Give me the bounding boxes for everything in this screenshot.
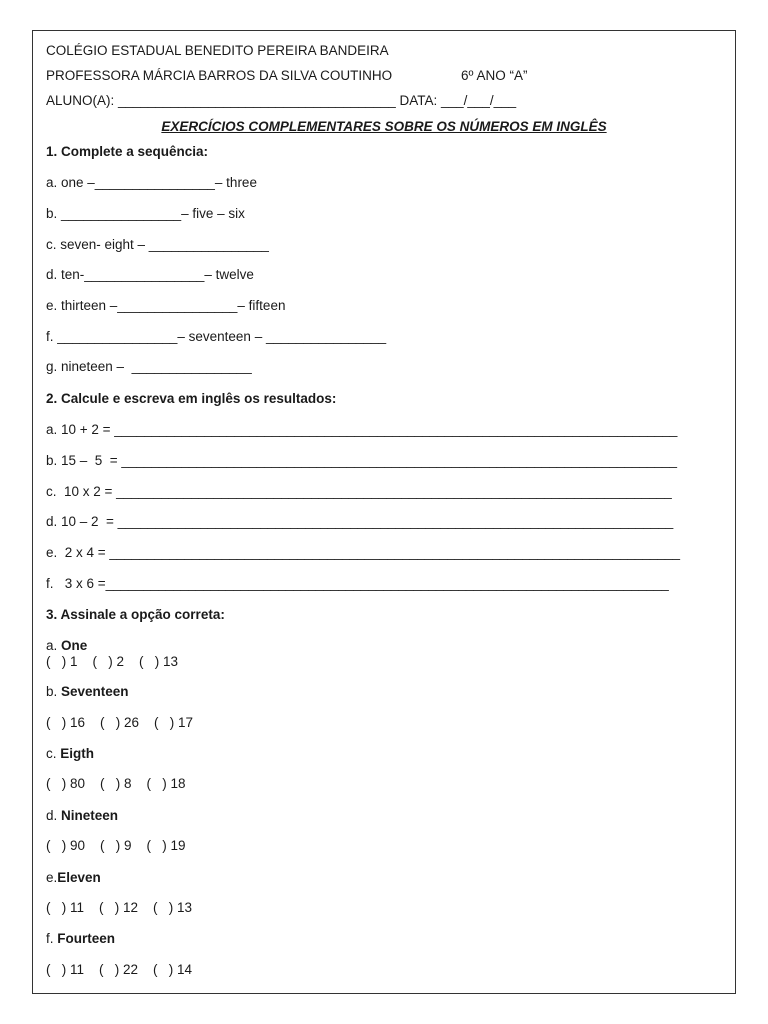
q1-item: f. ________________– seventeen – ________________ (46, 329, 387, 344)
q2-item: c. 10 x 2 = __________________________________________________________________________ (46, 484, 672, 499)
q3-word: Eleven (57, 870, 101, 885)
q1-item: a. one –________________– three (46, 175, 257, 190)
worksheet-title: EXERCÍCIOS COMPLEMENTARES SOBRE OS NÚMEROS EM INGLÊS (161, 119, 607, 134)
student-date-line: ALUNO(A): _____________________________________ DATA: ___/___/___ (46, 93, 517, 108)
q3-word: Seventeen (61, 684, 129, 699)
q3-options: ( ) 11 ( ) 12 ( ) 13 (46, 900, 193, 915)
q3-question (46, 684, 129, 700)
q2-item: a. 10 + 2 = ___________________________________________________________________________ (46, 422, 678, 437)
grade-label: 6º ANO “A” (461, 68, 528, 83)
q3-heading: 3. Assinale a opção correta: (46, 607, 225, 622)
q1-item: d. ten-________________– twelve (46, 267, 254, 282)
q3-prefix: a. (46, 638, 62, 653)
q2-heading: 2. Calcule e escreva em inglês os resultados: (46, 391, 337, 406)
q1-item: g. nineteen – ________________ (46, 359, 252, 374)
q3-word: Eigth (60, 746, 95, 761)
q2-item: b. 15 – 5 = __________________________________________________________________________ (46, 453, 678, 468)
q3-question (46, 638, 87, 654)
q3-question (46, 870, 101, 886)
q3-prefix: f. (46, 931, 58, 946)
q3-prefix: d. (46, 808, 62, 823)
q3-options: ( ) 90 ( ) 9 ( ) 19 (46, 838, 186, 853)
q3-prefix: b. (46, 684, 62, 699)
q3-word: Fourteen (57, 931, 116, 946)
q3-options: ( ) 16 ( ) 26 ( ) 17 (46, 715, 194, 730)
teacher-name: PROFESSORA MÁRCIA BARROS DA SILVA COUTINHO (46, 68, 393, 83)
q2-item: e. 2 x 4 = ____________________________________________________________________________ (46, 545, 681, 560)
q1-item: c. seven- eight – ________________ (46, 237, 269, 252)
q3-options: ( ) 1 ( ) 2 ( ) 13 (46, 654, 179, 669)
q3-prefix: c. (46, 746, 61, 761)
q2-item: f. 3 x 6 =___________________________________________________________________________ (46, 576, 669, 591)
q1-heading: 1. Complete a sequência: (46, 144, 209, 159)
q3-question (46, 746, 94, 762)
q3-options: ( ) 11 ( ) 22 ( ) 14 (46, 962, 193, 977)
q1-item: b. ________________– five – six (46, 206, 245, 221)
q2-item: d. 10 – 2 = __________________________________________________________________________ (46, 514, 674, 529)
q3-prefix: e. (46, 870, 58, 885)
q3-options: ( ) 80 ( ) 8 ( ) 18 (46, 776, 186, 791)
q3-word: One (61, 638, 88, 653)
q1-item: e. thirteen –________________– fifteen (46, 298, 286, 313)
q3-question (46, 808, 118, 824)
q3-question (46, 931, 115, 947)
school-name: COLÉGIO ESTADUAL BENEDITO PEREIRA BANDEIRA (46, 43, 389, 58)
q3-word: Nineteen (61, 808, 119, 823)
